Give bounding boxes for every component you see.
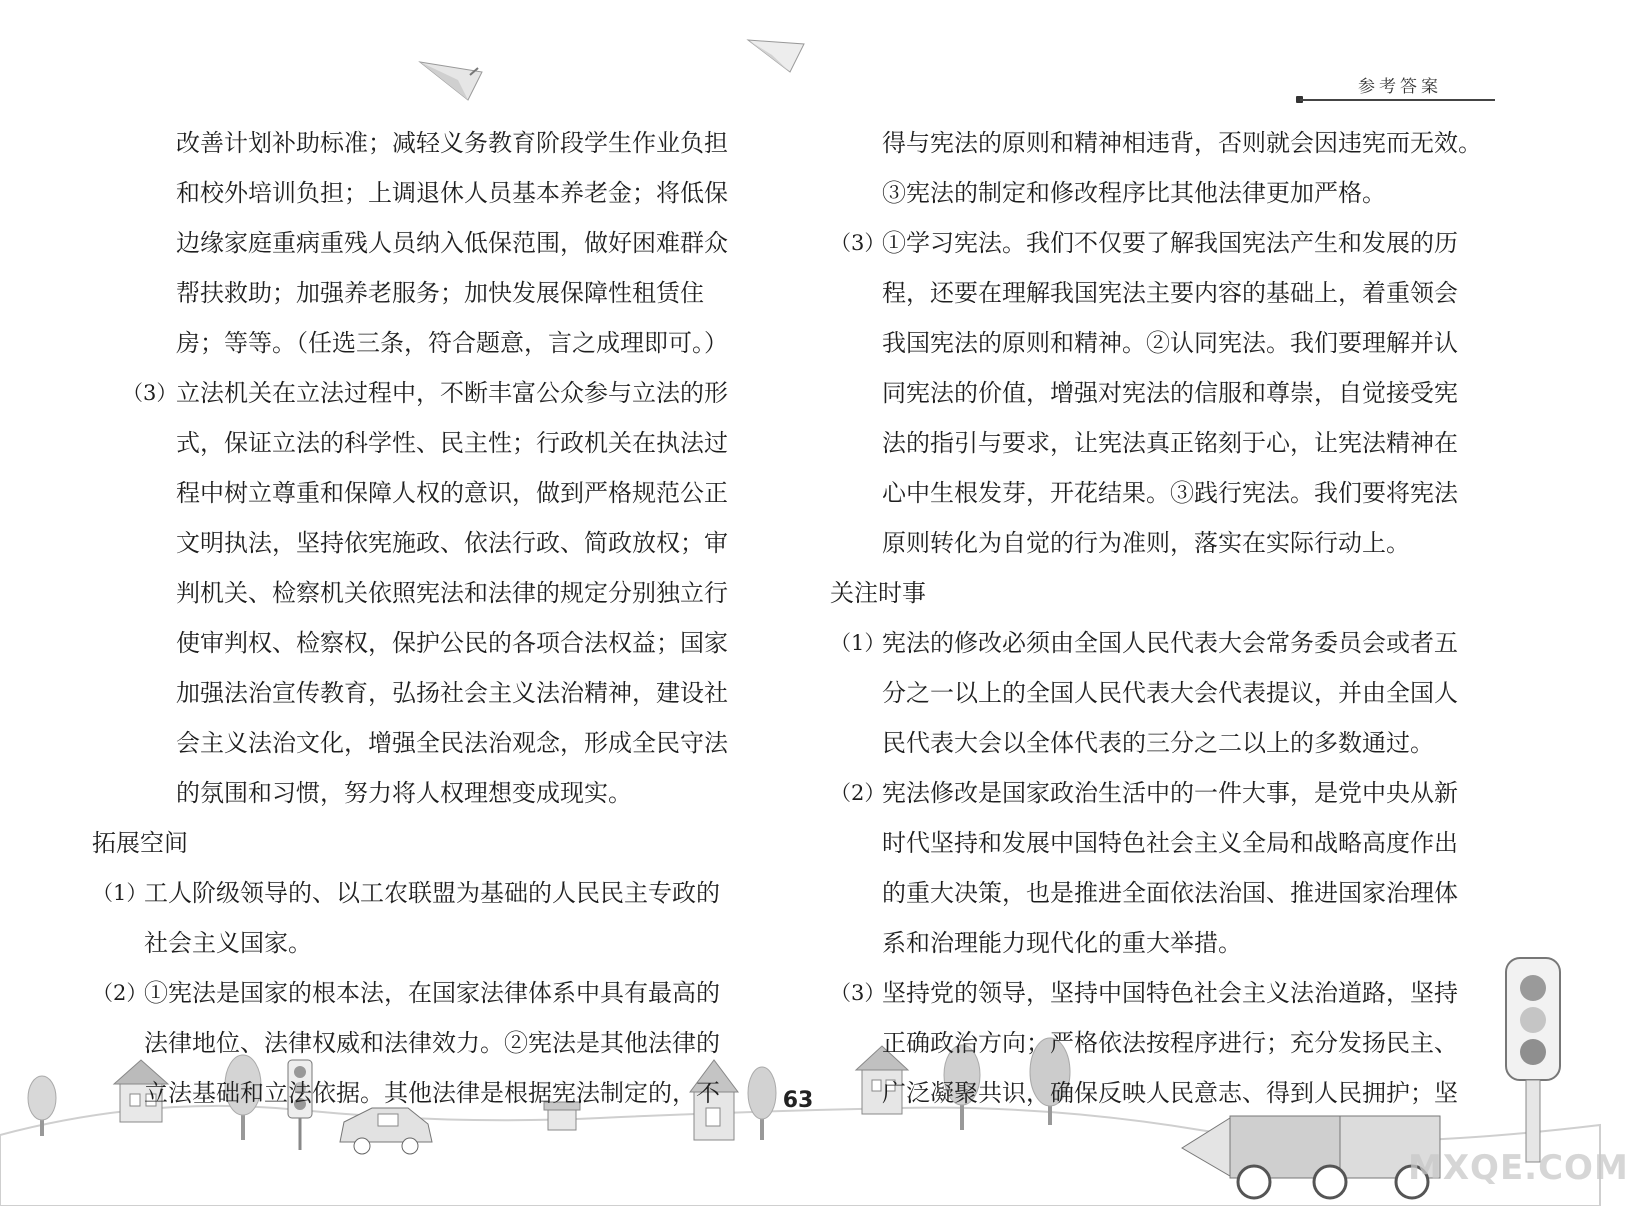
text-line: 判机关、检察机关依照宪法和法律的规定分别独立行 (176, 579, 728, 607)
item-number: （1） (830, 631, 886, 655)
text-line: 帮扶救助；加强养老服务；加快发展保障性租赁住 (176, 279, 704, 307)
answer-item (830, 968, 1510, 1118)
header-title: 参考答案 (1358, 77, 1442, 97)
text-line: 得与宪法的原则和精神相违背，否则就会因违宪而无效。 (882, 129, 1482, 157)
text-line: 式，保证立法的科学性、民主性；行政机关在执法过 (176, 429, 728, 457)
left-column (92, 118, 772, 1118)
text-line: 房；等等。（任选三条，符合题意，言之成理即可。） (176, 329, 728, 357)
text-line: ①宪法是国家的根本法，在国家法律体系中具有最高的 (144, 979, 720, 1007)
text-line: 法律地位、法律权威和法律效力。②宪法是其他法律的 (144, 1029, 720, 1057)
text-line: 正确政治方向；严格依法按程序进行；充分发扬民主、 (882, 1029, 1458, 1057)
item-number: （1） (92, 881, 148, 905)
text-line: 立法基础和立法依据。其他法律是根据宪法制定的，不 (144, 1079, 720, 1107)
answer-item (92, 868, 772, 968)
item-number: （3） (830, 981, 886, 1005)
text-line: 原则转化为自觉的行为准则，落实在实际行动上。 (882, 529, 1410, 557)
item-number: （2） (830, 781, 886, 805)
page-number: 63 (782, 1088, 814, 1113)
continued-answer (92, 118, 772, 368)
header-rule (1300, 99, 1495, 101)
section-heading: 拓展空间 (92, 829, 188, 857)
text-line: 心中生根发芽，开花结果。③践行宪法。我们要将宪法 (882, 479, 1458, 507)
text-line: 宪法修改是国家政治生活中的一件大事，是党中央从新 (882, 779, 1458, 807)
text-line: 工人阶级领导的、以工农联盟为基础的人民民主专政的 (144, 879, 720, 907)
text-line: 民代表大会以全体代表的三分之二以上的多数通过。 (882, 729, 1434, 757)
text-line: 程中树立尊重和保障人权的意识，做到严格规范公正 (176, 479, 728, 507)
continued-answer (830, 118, 1510, 218)
text-line: 改善计划补助标准；减轻义务教育阶段学生作业负担 (176, 129, 728, 157)
text-line: 文明执法，坚持依宪施政、依法行政、简政放权；审 (176, 529, 728, 557)
text-line: 的氛围和习惯，努力将人权理想变成现实。 (176, 779, 632, 807)
item-number: （3） (830, 231, 886, 255)
watermark: MXQE.COM (1408, 1148, 1629, 1188)
item-number: （2） (92, 981, 148, 1005)
section-heading: 关注时事 (830, 579, 926, 607)
text-line: 广泛凝聚共识，确保反映人民意志、得到人民拥护；坚 (882, 1079, 1458, 1107)
text-line: 使审判权、检察权，保护公民的各项合法权益；国家 (176, 629, 728, 657)
text-line: 分之一以上的全国人民代表大会代表提议，并由全国人 (882, 679, 1458, 707)
text-line: 立法机关在立法过程中，不断丰富公众参与立法的形 (176, 379, 728, 407)
text-line: ①学习宪法。我们不仅要了解我国宪法产生和发展的历 (882, 229, 1458, 257)
text-line: 我国宪法的原则和精神。②认同宪法。我们要理解并认 (882, 329, 1458, 357)
answer-item (92, 368, 772, 818)
text-line: 加强法治宣传教育，弘扬社会主义法治精神，建设社 (176, 679, 728, 707)
paper-plane-icon (748, 40, 804, 72)
text-line: ③宪法的制定和修改程序比其他法律更加严格。 (882, 179, 1386, 207)
text-line: 宪法的修改必须由全国人民代表大会常务委员会或者五 (882, 629, 1458, 657)
answer-item (830, 218, 1510, 568)
answer-item (92, 968, 772, 1118)
text-line: 程，还要在理解我国宪法主要内容的基础上，着重领会 (882, 279, 1458, 307)
text-line: 坚持党的领导，坚持中国特色社会主义法治道路，坚持 (882, 979, 1458, 1007)
text-line: 和校外培训负担；上调退休人员基本养老金；将低保 (176, 179, 728, 207)
text-line: 的重大决策，也是推进全面依法治国、推进国家治理体 (882, 879, 1458, 907)
paper-plane-icon (420, 62, 482, 100)
answer-item (830, 618, 1510, 768)
text-line: 时代坚持和发展中国特色社会主义全局和战略高度作出 (882, 829, 1458, 857)
text-line: 同宪法的价值，增强对宪法的信服和尊崇，自觉接受宪 (882, 379, 1458, 407)
text-line: 社会主义国家。 (144, 929, 312, 957)
text-line: 会主义法治文化，增强全民法治观念，形成全民守法 (176, 729, 728, 757)
text-line: 系和治理能力现代化的重大举措。 (882, 929, 1242, 957)
item-number: （3） (122, 381, 178, 405)
answer-item (830, 768, 1510, 968)
right-column (830, 118, 1510, 1118)
text-line: 边缘家庭重病重残人员纳入低保范围，做好困难群众 (176, 229, 728, 257)
text-line: 法的指引与要求，让宪法真正铭刻于心，让宪法精神在 (882, 429, 1458, 457)
